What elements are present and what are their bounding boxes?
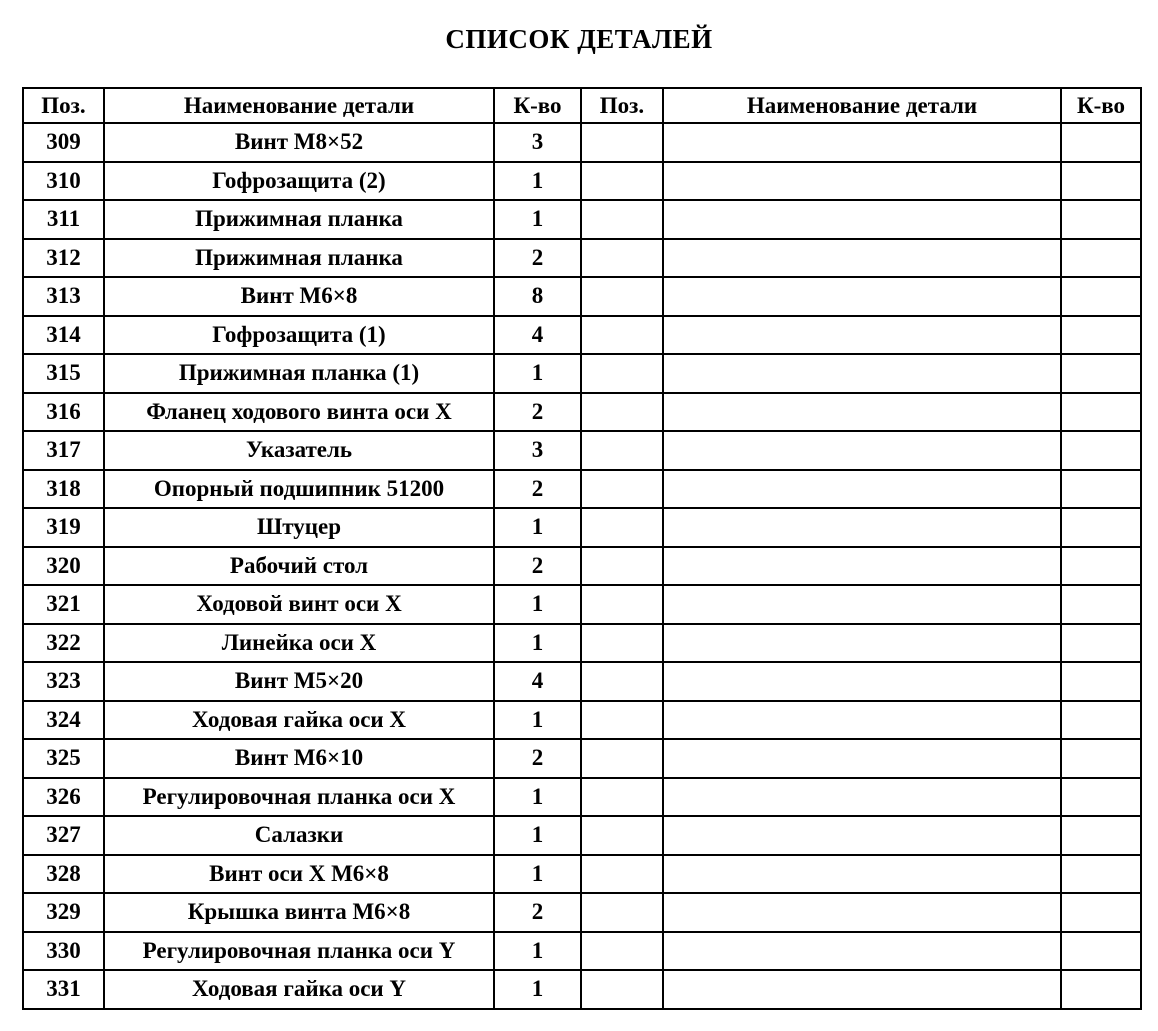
qty-cell-right — [1061, 739, 1141, 778]
qty-cell: 1 — [494, 855, 581, 894]
pos-cell: 313 — [23, 277, 104, 316]
name-cell-right — [663, 855, 1061, 894]
table-row — [23, 431, 1141, 470]
pos-cell-right — [581, 624, 663, 663]
name-cell-right — [663, 932, 1061, 971]
name-cell-right — [663, 508, 1061, 547]
table-row — [23, 624, 1141, 663]
column-header-qty-right: К-во — [1061, 88, 1141, 123]
column-header-pos: Поз. — [23, 88, 104, 123]
table-row — [23, 816, 1141, 855]
qty-cell: 1 — [494, 970, 581, 1009]
name-cell: Прижимная планка — [104, 200, 494, 239]
name-cell-right — [663, 470, 1061, 509]
qty-cell-right — [1061, 162, 1141, 201]
name-cell-right — [663, 431, 1061, 470]
qty-cell: 3 — [494, 431, 581, 470]
column-header-name: Наименование детали — [104, 88, 494, 123]
pos-cell: 329 — [23, 893, 104, 932]
parts-table-header — [23, 88, 1141, 123]
qty-cell: 1 — [494, 585, 581, 624]
pos-cell-right — [581, 239, 663, 278]
pos-cell: 325 — [23, 739, 104, 778]
header-row — [23, 88, 1141, 123]
table-row — [23, 316, 1141, 355]
pos-cell: 315 — [23, 354, 104, 393]
qty-cell: 1 — [494, 200, 581, 239]
name-cell: Гофрозащита (1) — [104, 316, 494, 355]
qty-cell-right — [1061, 123, 1141, 162]
name-cell-right — [663, 585, 1061, 624]
table-row — [23, 585, 1141, 624]
parts-table-body — [23, 123, 1141, 1009]
name-cell: Фланец ходового винта оси X — [104, 393, 494, 432]
pos-cell: 324 — [23, 701, 104, 740]
pos-cell-right — [581, 200, 663, 239]
pos-cell: 318 — [23, 470, 104, 509]
qty-cell-right — [1061, 200, 1141, 239]
name-cell-right — [663, 547, 1061, 586]
pos-cell-right — [581, 816, 663, 855]
column-header-qty: К-во — [494, 88, 581, 123]
pos-cell: 330 — [23, 932, 104, 971]
pos-cell-right — [581, 778, 663, 817]
qty-cell-right — [1061, 816, 1141, 855]
qty-cell-right — [1061, 431, 1141, 470]
qty-cell: 2 — [494, 393, 581, 432]
table-row — [23, 239, 1141, 278]
pos-cell: 322 — [23, 624, 104, 663]
table-row — [23, 162, 1141, 201]
page-title: СПИСОК ДЕТАЛЕЙ — [445, 24, 713, 54]
pos-cell-right — [581, 277, 663, 316]
qty-cell: 2 — [494, 547, 581, 586]
name-cell: Указатель — [104, 431, 494, 470]
pos-cell: 312 — [23, 239, 104, 278]
qty-cell-right — [1061, 316, 1141, 355]
table-row — [23, 855, 1141, 894]
qty-cell: 2 — [494, 239, 581, 278]
pos-cell: 311 — [23, 200, 104, 239]
qty-cell: 1 — [494, 162, 581, 201]
pos-cell: 320 — [23, 547, 104, 586]
pos-cell: 328 — [23, 855, 104, 894]
name-cell: Винт М6×8 — [104, 277, 494, 316]
qty-cell-right — [1061, 277, 1141, 316]
pos-cell-right — [581, 508, 663, 547]
name-cell: Прижимная планка — [104, 239, 494, 278]
pos-cell-right — [581, 162, 663, 201]
name-cell-right — [663, 354, 1061, 393]
table-row — [23, 739, 1141, 778]
table-row — [23, 970, 1141, 1009]
qty-cell-right — [1061, 701, 1141, 740]
pos-cell: 321 — [23, 585, 104, 624]
name-cell: Регулировочная планка оси Y — [104, 932, 494, 971]
name-cell: Гофрозащита (2) — [104, 162, 494, 201]
table-row — [23, 277, 1141, 316]
pos-cell-right — [581, 893, 663, 932]
pos-cell-right — [581, 932, 663, 971]
pos-cell: 326 — [23, 778, 104, 817]
name-cell-right — [663, 624, 1061, 663]
table-row — [23, 778, 1141, 817]
qty-cell: 3 — [494, 123, 581, 162]
pos-cell-right — [581, 855, 663, 894]
table-row — [23, 701, 1141, 740]
table-row — [23, 393, 1141, 432]
pos-cell-right — [581, 316, 663, 355]
pos-cell: 317 — [23, 431, 104, 470]
pos-cell-right — [581, 701, 663, 740]
name-cell-right — [663, 662, 1061, 701]
qty-cell: 4 — [494, 316, 581, 355]
qty-cell: 1 — [494, 701, 581, 740]
pos-cell: 309 — [23, 123, 104, 162]
table-row — [23, 662, 1141, 701]
qty-cell-right — [1061, 393, 1141, 432]
name-cell-right — [663, 162, 1061, 201]
table-row — [23, 470, 1141, 509]
qty-cell: 2 — [494, 470, 581, 509]
pos-cell: 314 — [23, 316, 104, 355]
name-cell-right — [663, 970, 1061, 1009]
qty-cell-right — [1061, 508, 1141, 547]
name-cell-right — [663, 739, 1061, 778]
name-cell-right — [663, 200, 1061, 239]
qty-cell-right — [1061, 585, 1141, 624]
qty-cell-right — [1061, 970, 1141, 1009]
qty-cell: 2 — [494, 739, 581, 778]
qty-cell: 1 — [494, 354, 581, 393]
name-cell: Крышка винта М6×8 — [104, 893, 494, 932]
name-cell: Рабочий стол — [104, 547, 494, 586]
qty-cell: 2 — [494, 893, 581, 932]
table-row — [23, 547, 1141, 586]
pos-cell-right — [581, 739, 663, 778]
pos-cell-right — [581, 585, 663, 624]
qty-cell-right — [1061, 239, 1141, 278]
name-cell: Прижимная планка (1) — [104, 354, 494, 393]
qty-cell-right — [1061, 547, 1141, 586]
qty-cell-right — [1061, 778, 1141, 817]
name-cell-right — [663, 239, 1061, 278]
qty-cell-right — [1061, 470, 1141, 509]
pos-cell-right — [581, 393, 663, 432]
qty-cell: 1 — [494, 624, 581, 663]
name-cell: Линейка оси X — [104, 624, 494, 663]
table-row — [23, 932, 1141, 971]
name-cell-right — [663, 393, 1061, 432]
name-cell: Винт М8×52 — [104, 123, 494, 162]
table-row — [23, 123, 1141, 162]
name-cell: Ходовая гайка оси X — [104, 701, 494, 740]
pos-cell: 331 — [23, 970, 104, 1009]
name-cell: Регулировочная планка оси X — [104, 778, 494, 817]
name-cell-right — [663, 701, 1061, 740]
qty-cell-right — [1061, 624, 1141, 663]
pos-cell: 319 — [23, 508, 104, 547]
name-cell: Опорный подшипник 51200 — [104, 470, 494, 509]
name-cell: Ходовая гайка оси Y — [104, 970, 494, 1009]
name-cell: Винт М6×10 — [104, 739, 494, 778]
name-cell: Ходовой винт оси X — [104, 585, 494, 624]
qty-cell-right — [1061, 893, 1141, 932]
pos-cell-right — [581, 431, 663, 470]
parts-table — [22, 87, 1142, 1010]
column-header-pos-right: Поз. — [581, 88, 663, 123]
name-cell-right — [663, 277, 1061, 316]
pos-cell: 310 — [23, 162, 104, 201]
pos-cell-right — [581, 123, 663, 162]
name-cell-right — [663, 893, 1061, 932]
qty-cell: 1 — [494, 816, 581, 855]
pos-cell-right — [581, 470, 663, 509]
qty-cell-right — [1061, 855, 1141, 894]
pos-cell-right — [581, 547, 663, 586]
qty-cell: 1 — [494, 508, 581, 547]
qty-cell-right — [1061, 932, 1141, 971]
qty-cell: 1 — [494, 778, 581, 817]
name-cell: Винт оси X М6×8 — [104, 855, 494, 894]
name-cell-right — [663, 816, 1061, 855]
pos-cell-right — [581, 354, 663, 393]
pos-cell-right — [581, 970, 663, 1009]
qty-cell: 4 — [494, 662, 581, 701]
name-cell-right — [663, 778, 1061, 817]
qty-cell: 1 — [494, 932, 581, 971]
qty-cell-right — [1061, 662, 1141, 701]
table-row — [23, 200, 1141, 239]
pos-cell: 316 — [23, 393, 104, 432]
table-row — [23, 354, 1141, 393]
pos-cell-right — [581, 662, 663, 701]
table-row — [23, 508, 1141, 547]
name-cell-right — [663, 123, 1061, 162]
pos-cell: 323 — [23, 662, 104, 701]
name-cell: Салазки — [104, 816, 494, 855]
name-cell: Штуцер — [104, 508, 494, 547]
qty-cell-right — [1061, 354, 1141, 393]
name-cell-right — [663, 316, 1061, 355]
pos-cell: 327 — [23, 816, 104, 855]
column-header-name-right: Наименование детали — [663, 88, 1061, 123]
table-row — [23, 893, 1141, 932]
qty-cell: 8 — [494, 277, 581, 316]
name-cell: Винт М5×20 — [104, 662, 494, 701]
